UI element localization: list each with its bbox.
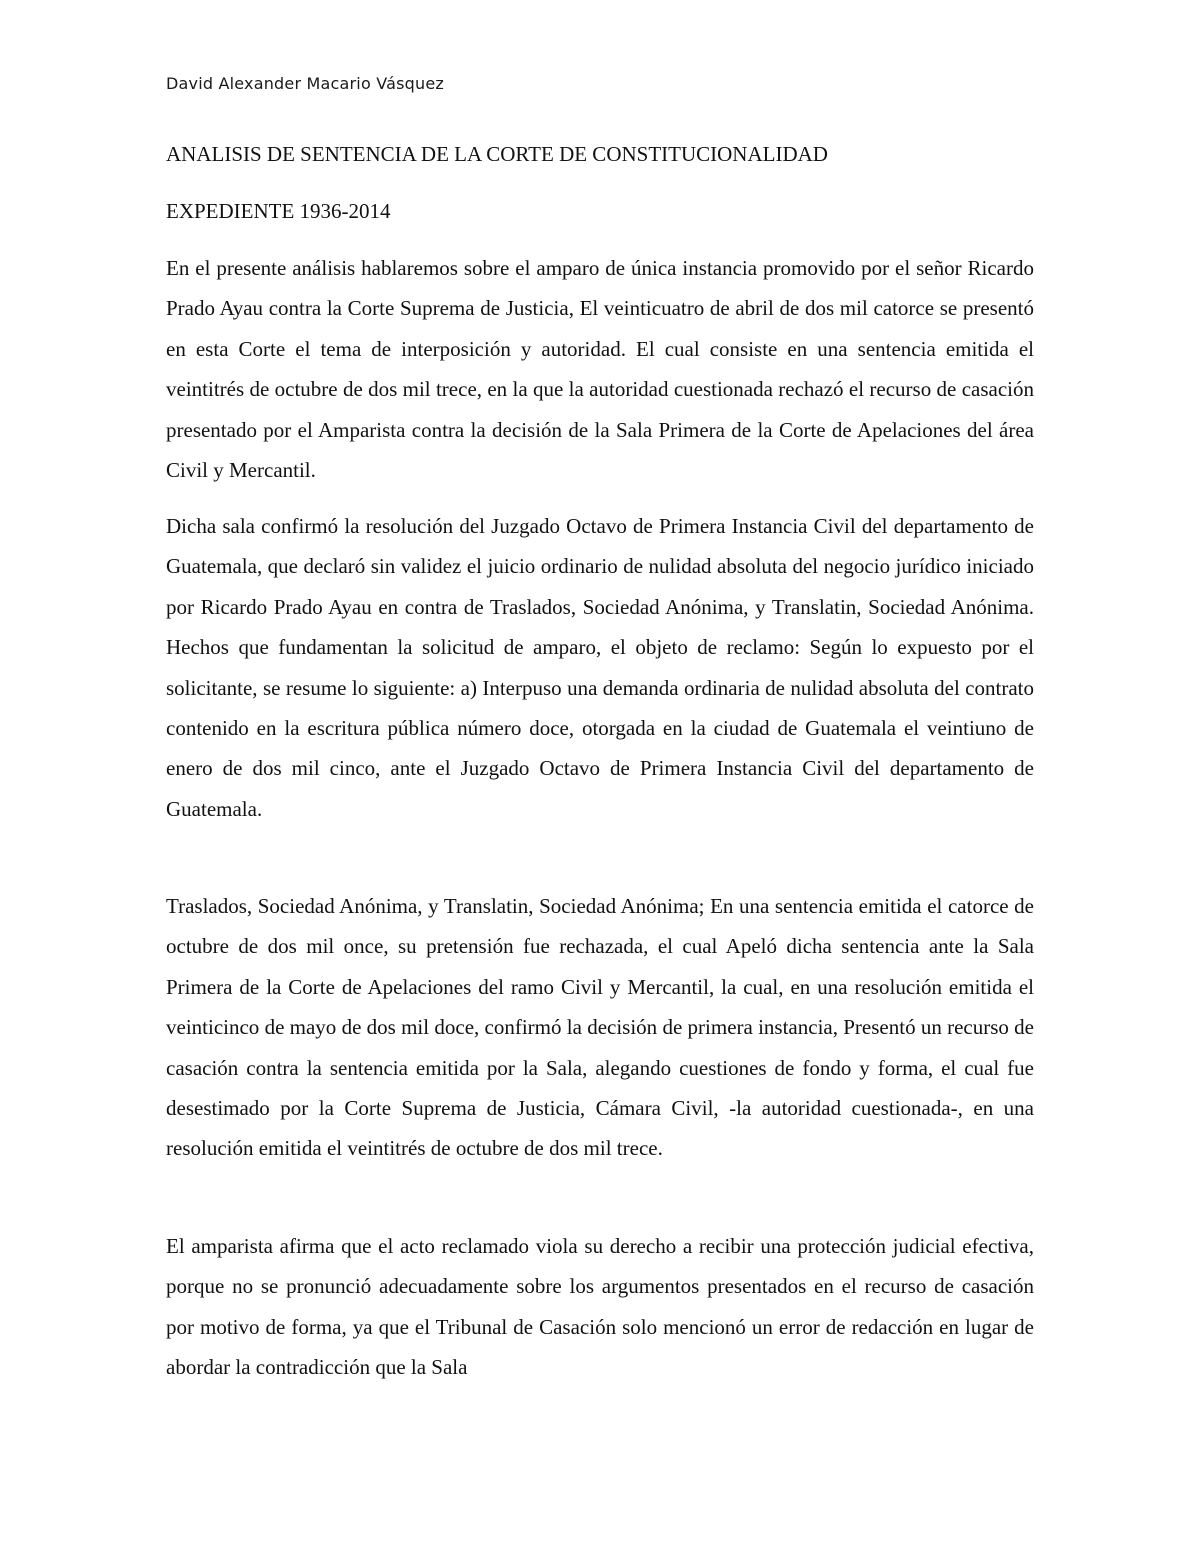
paragraph: En el presente análisis hablaremos sobre el amparo de única instancia promovido por el señor Ricardo Prado Ayau contra la Corte Suprema de Justicia, El veinticuatro de abril de dos mil catorce se presentó en esta Corte el tema de interposición y autoridad. El cual consiste en una sentencia emitida el veintitrés de octubre de dos mil trece, en la que la autoridad cuestionada rechazó el recurso de casación presentado por el Amparista contra la decisión de la Sala Primera de la Corte de Apelaciones del área Civil y Mercantil.: [166, 256, 1034, 483]
document-title: ANALISIS DE SENTENCIA DE LA CORTE DE CONSTITUCIONALIDAD: [166, 142, 828, 166]
author-name: David Alexander Macario Vásquez: [166, 74, 445, 93]
paragraph: Dicha sala confirmó la resolución del Juzgado Octavo de Primera Instancia Civil del departamento de Guatemala, que declaró sin validez el juicio ordinario de nulidad absoluta del negocio jurídico iniciado por Ricardo Prado Ayau en contra de Traslados, Sociedad Anónima, y Translatin, Sociedad Anónima. Hechos que fundamentan la solicitud de amparo, el objeto de reclamo: Según lo expuesto por el solicitante, se resume lo siguiente: a) Interpuso una demanda ordinaria de nulidad absoluta del contrato contenido en la escritura pública número doce, otorgada en la ciudad de Guatemala el veintiuno de enero de dos mil cinco, ante el Juzgado Octavo de Primera Instancia Civil del departamento de Guatemala.: [166, 514, 1034, 821]
expediente-number: EXPEDIENTE 1936-2014: [166, 199, 391, 223]
paragraph: Traslados, Sociedad Anónima, y Translatin, Sociedad Anónima; En una sentencia emitida el catorce de octubre de dos mil once, su pretensión fue rechazada, el cual Apeló dicha sentencia ante la Sala Primera de la Corte de Apelaciones del ramo Civil y Mercantil, la cual, en una resolución emitida el veinticinco de mayo de dos mil doce, confirmó la decisión de primera instancia, Presentó un recurso de casación contra la sentencia emitida por la Sala, alegando cuestiones de fondo y forma, el cual fue desestimado por la Corte Suprema de Justicia, Cámara Civil, -la autoridad cuestionada-, en una resolución emitida el veintitrés de octubre de dos mil trece.: [166, 894, 1034, 1161]
paragraph: El amparista afirma que el acto reclamado viola su derecho a recibir una protección judicial efectiva, porque no se pronunció adecuadamente sobre los argumentos presentados en el recurso de casación por motivo de forma, ya que el Tribunal de Casación solo mencionó un error de redacción en lugar de abordar la contradicción que la Sala: [166, 1234, 1034, 1380]
